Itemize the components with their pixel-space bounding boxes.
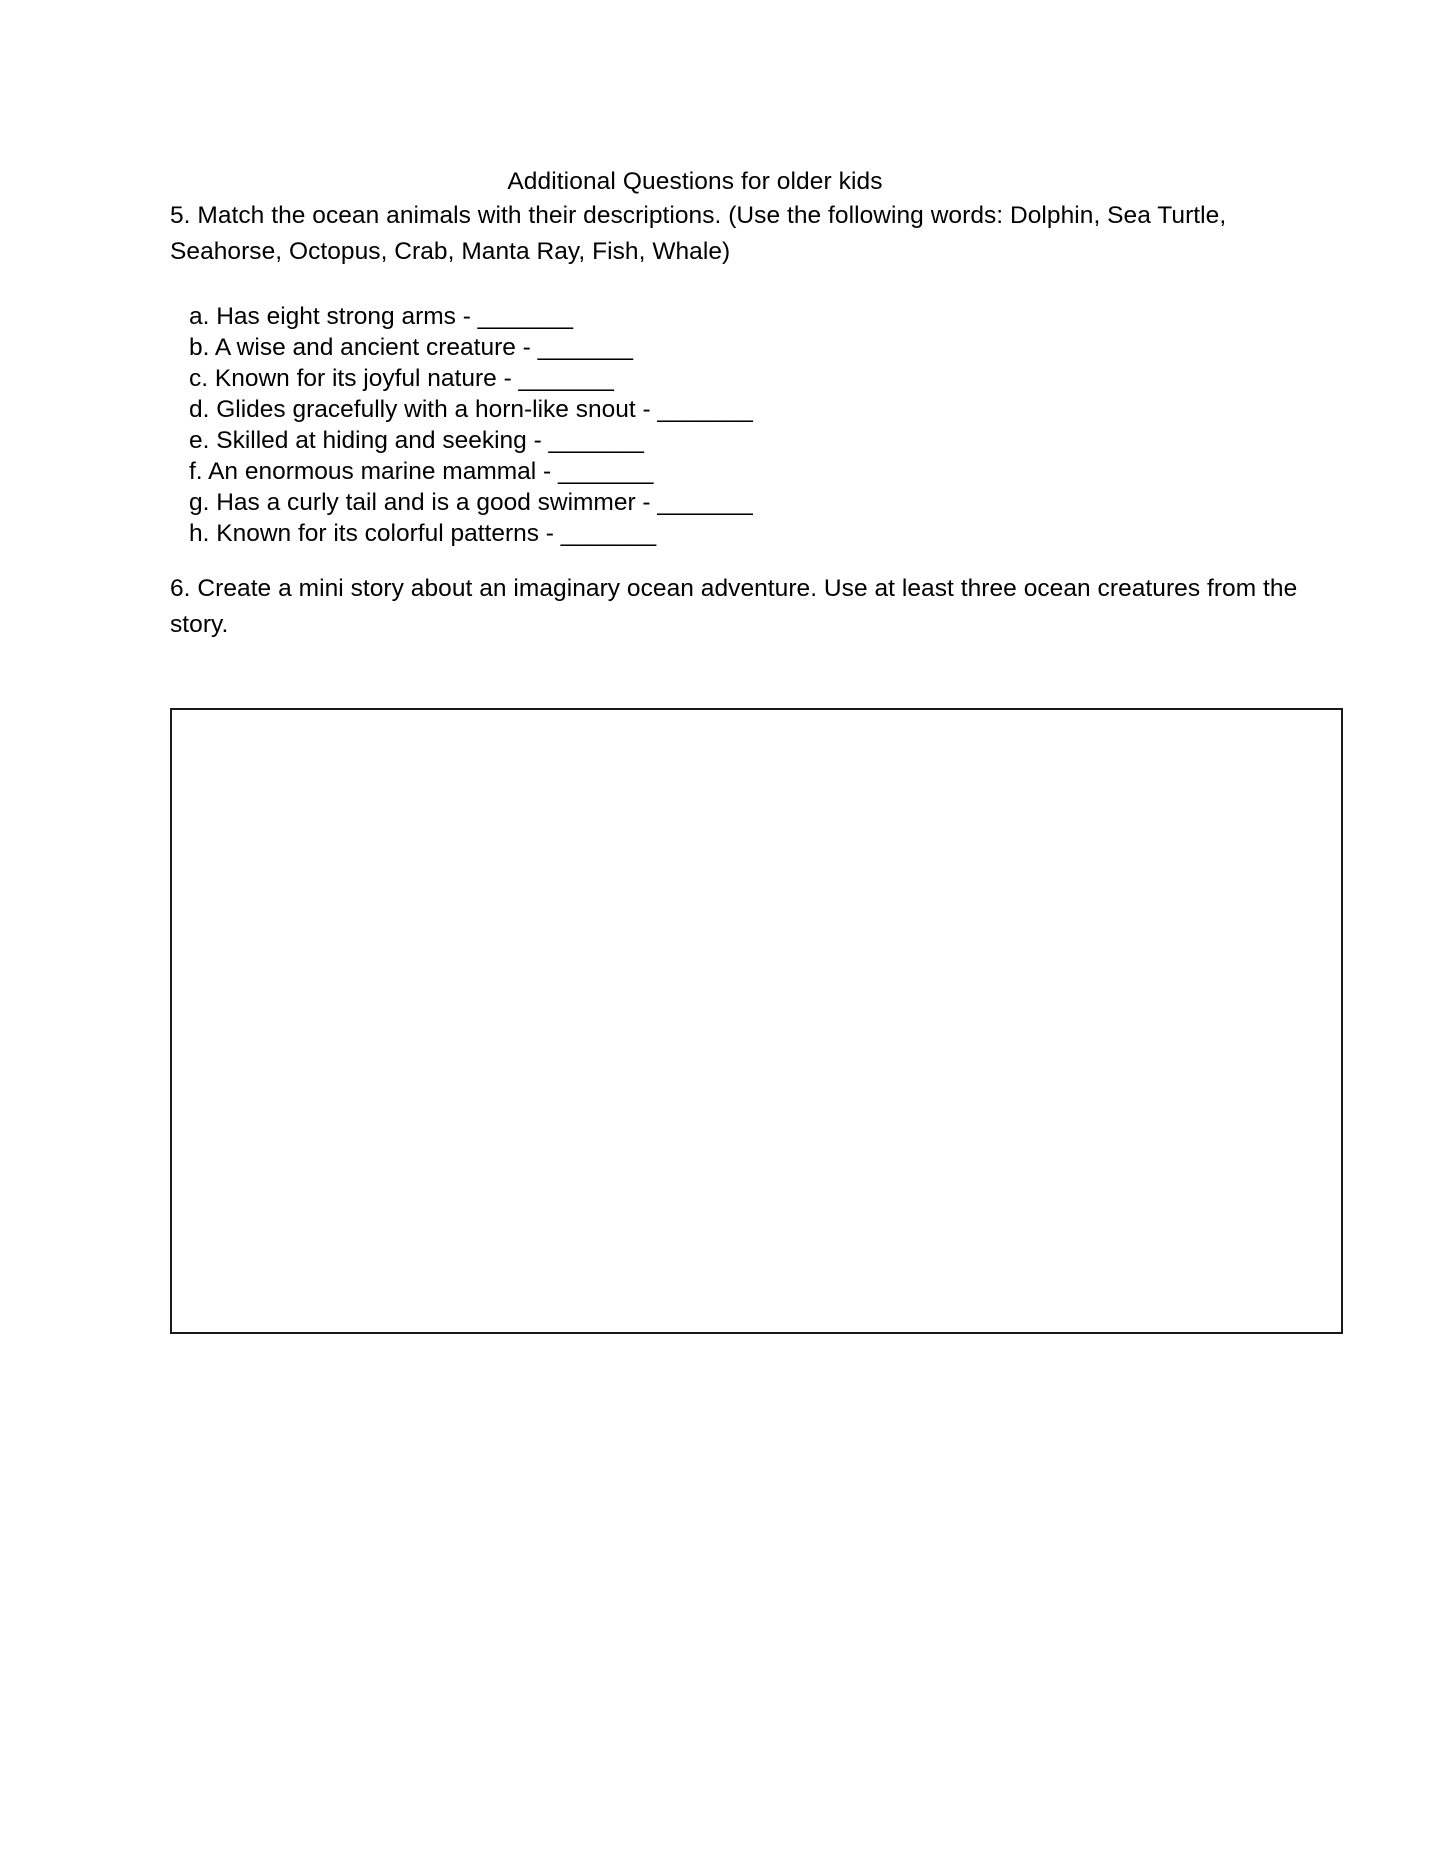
list-item[interactable]: b. A wise and ancient creature - _______ xyxy=(189,334,634,361)
list-item[interactable]: g. Has a curly tail and is a good swimmer - _______ xyxy=(189,489,753,516)
question-5-prompt-text: 5. Match the ocean animals with their descriptions. (Use the following words: Dolphin, Sea Turtle, Seahorse, Octopus, Crab, Manta Ray, Fish, Whale) xyxy=(170,202,1227,265)
list-item[interactable]: f. An enormous marine mammal - _______ xyxy=(189,458,654,485)
list-item[interactable]: a. Has eight strong arms - _______ xyxy=(189,303,574,330)
list-item[interactable]: e. Skilled at hiding and seeking - _______ xyxy=(189,427,644,454)
question-6-answer-box[interactable] xyxy=(170,708,1343,1334)
list-item[interactable]: c. Known for its joyful nature - _______ xyxy=(189,365,614,392)
worksheet-content xyxy=(170,165,1350,643)
list-item[interactable]: h. Known for its colorful patterns - _______ xyxy=(189,520,657,547)
question-6-prompt-text: 6. Create a mini story about an imaginary ocean adventure. Use at least three ocean creatures from the story. xyxy=(170,575,1298,638)
list-item[interactable]: d. Glides gracefully with a horn-like snout - _______ xyxy=(189,396,753,423)
question-6-block xyxy=(170,571,1350,643)
question-5-prompt xyxy=(170,198,1350,270)
question-5-block xyxy=(170,198,1350,270)
page-title: Additional Questions for older kids xyxy=(507,168,883,195)
match-items-list xyxy=(170,301,1350,549)
question-6-prompt xyxy=(170,571,1350,643)
